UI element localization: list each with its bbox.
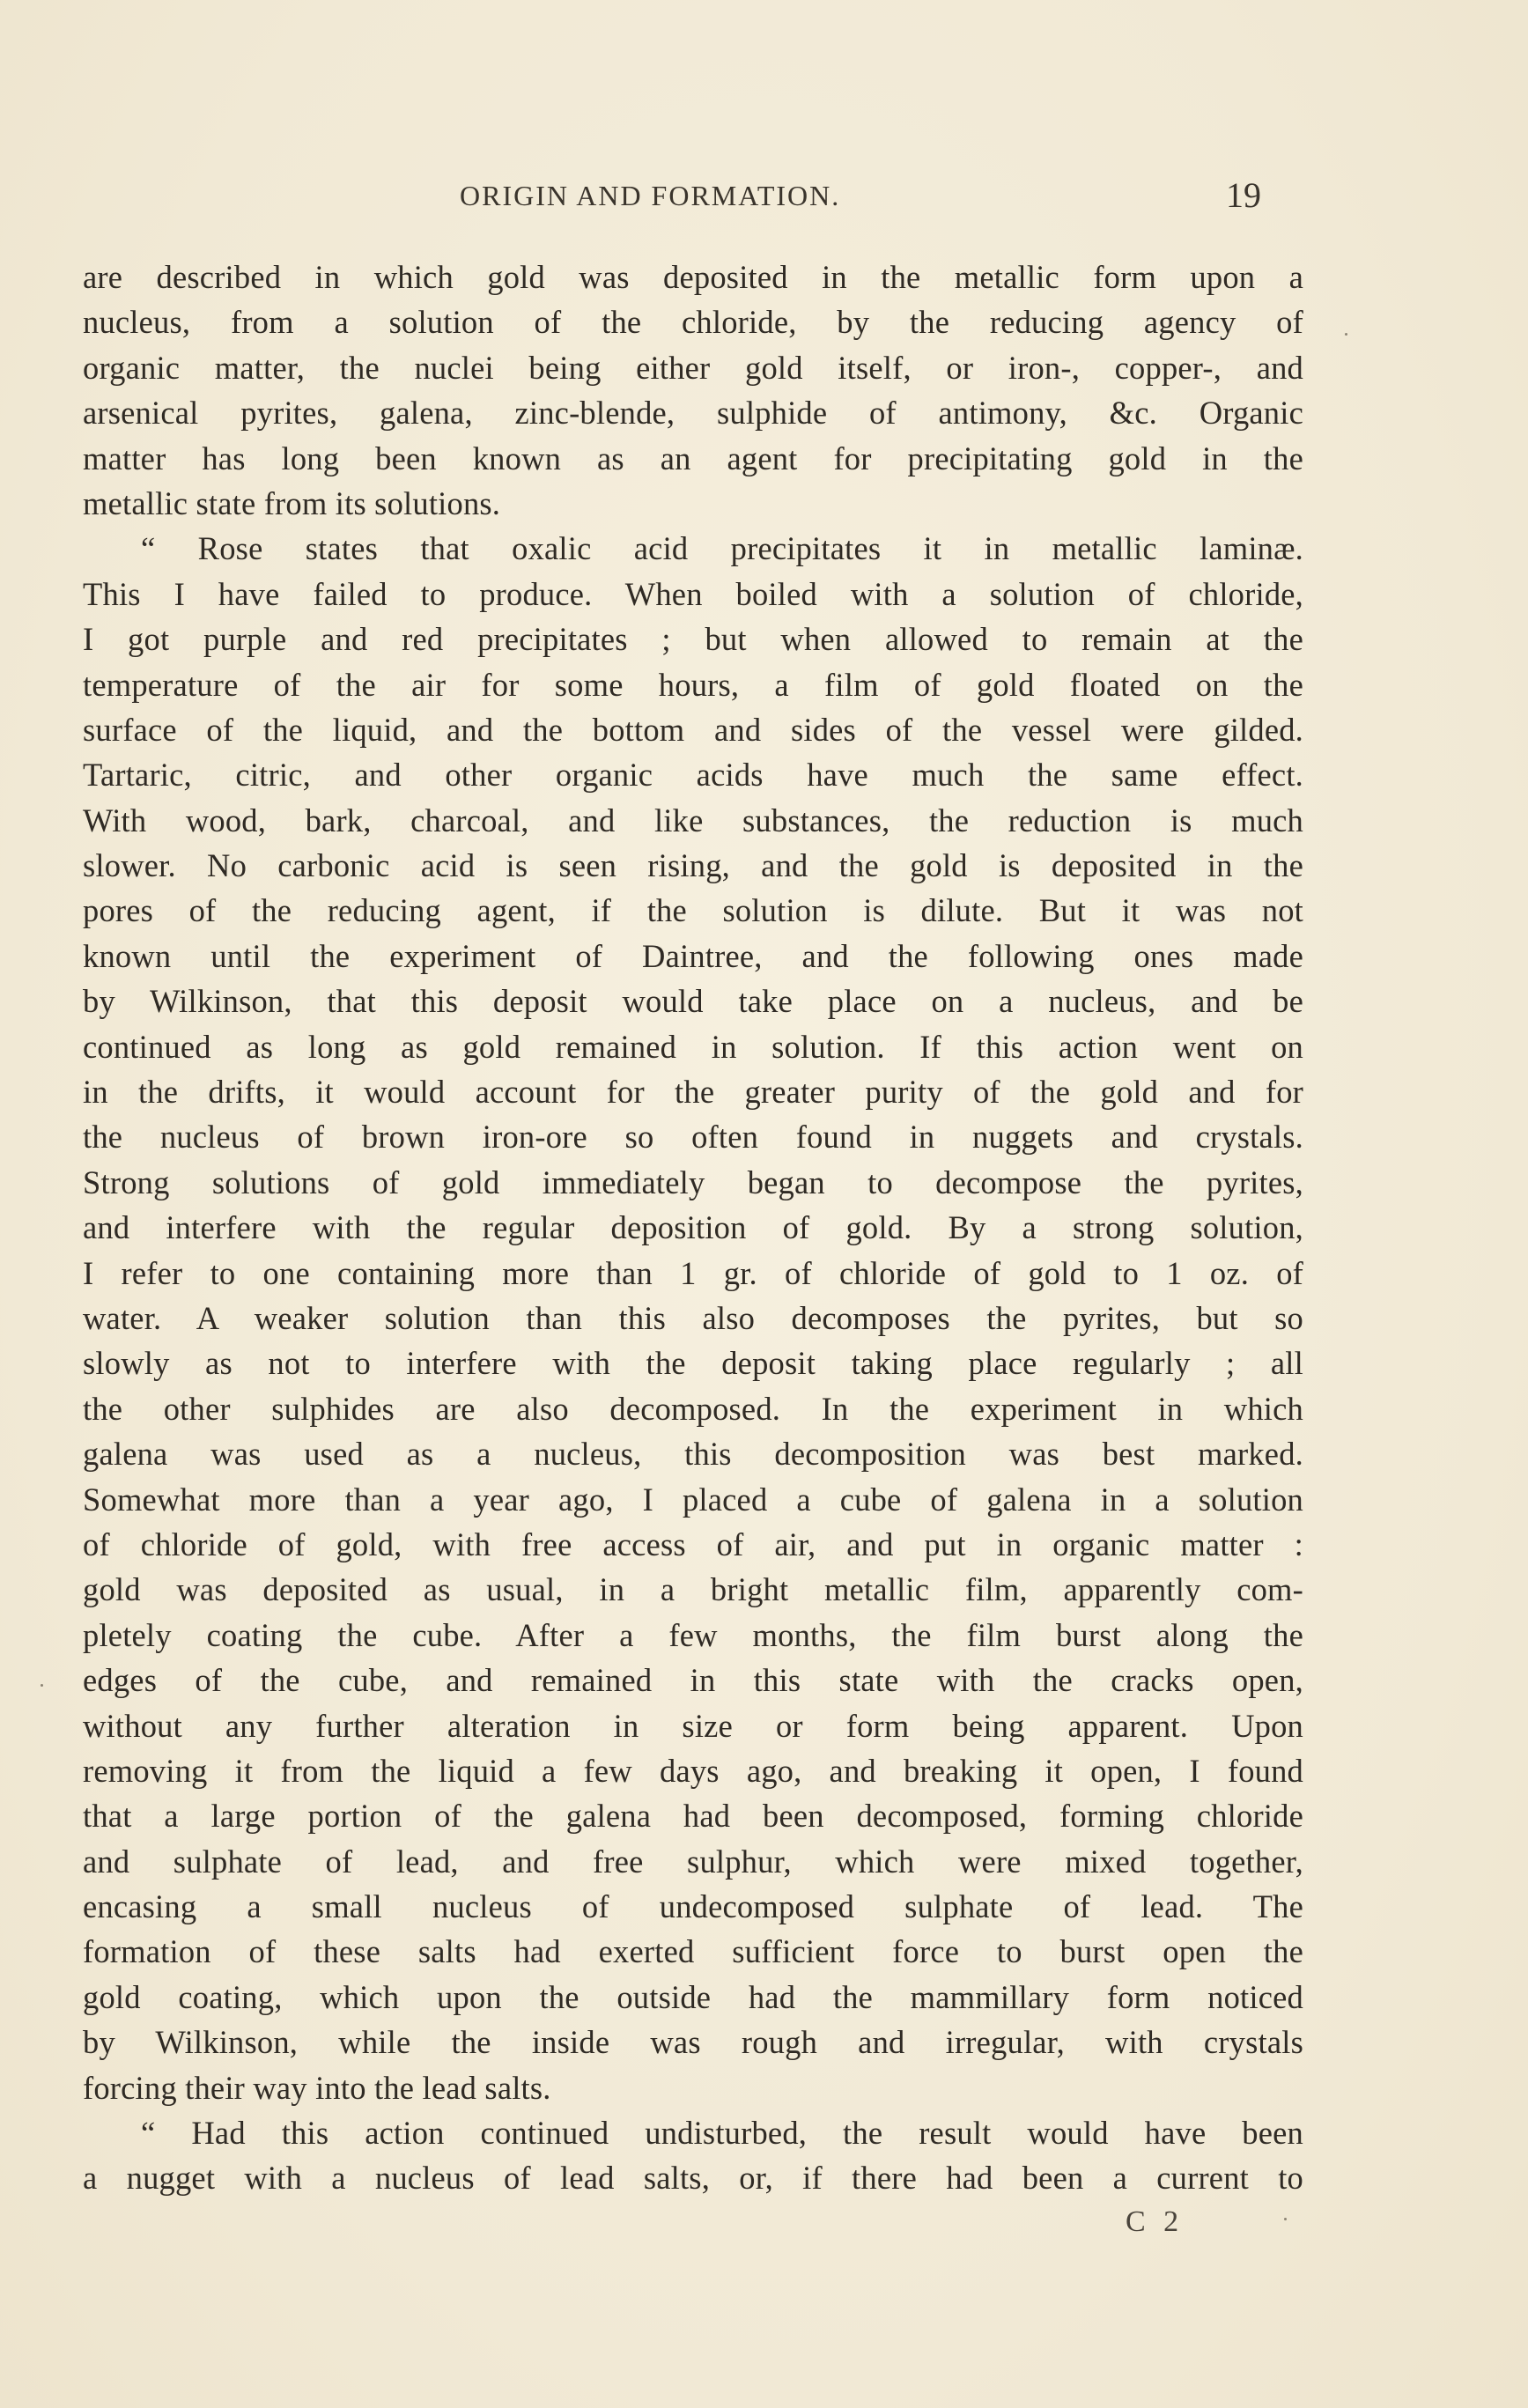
running-head: ORIGIN AND FORMATION. <box>460 180 841 211</box>
signature-mark: C 2 <box>1126 2205 1185 2238</box>
text-line: forcing their way into the lead salts. <box>83 2069 551 2106</box>
text-line: “ Rose states that oxalic acid precipitates it in metallic laminæ. <box>141 530 1303 567</box>
text-line: water. A weaker solution than this also decomposes the pyrites, but so <box>83 1299 1303 1336</box>
body-text <box>83 255 1303 2201</box>
text-line: are described in which gold was deposited in the metallic form upon a <box>83 259 1303 295</box>
text-line: encasing a small nucleus of undecomposed sulphate of lead. The <box>83 1888 1303 1925</box>
page-header <box>79 174 1295 218</box>
text-line: and interfere with the regular deposition of gold. By a strong solution, <box>83 1209 1303 1246</box>
text-line: With wood, bark, charcoal, and like substances, the reduction is much <box>83 801 1303 838</box>
text-line: I refer to one containing more than 1 gr. of chloride of gold to 1 oz. of <box>83 1254 1303 1291</box>
text-line: edges of the cube, and remained in this state with the cracks open, <box>83 1662 1303 1699</box>
text-line: This I have failed to produce. When boiled with a solution of chloride, <box>83 575 1303 612</box>
paper-speck <box>1284 2218 1287 2220</box>
text-line: by Wilkinson, while the inside was rough and irregular, with crystals <box>83 2024 1303 2061</box>
text-line: a nugget with a nucleus of lead salts, or, if there had been a current to <box>83 2160 1303 2197</box>
text-line: slower. No carbonic acid is seen rising, and the gold is deposited in the <box>83 847 1303 884</box>
text-line: the other sulphides are also decomposed. In the experiment in which <box>83 1390 1303 1427</box>
text-line: the nucleus of brown iron-ore so often found in nuggets and crystals. <box>83 1119 1303 1156</box>
text-line: temperature of the air for some hours, a film of gold floated on the <box>83 666 1303 703</box>
text-line: continued as long as gold remained in solution. If this action went on <box>83 1028 1303 1065</box>
text-line: pores of the reducing agent, if the solution is dilute. But it was not <box>83 892 1303 929</box>
text-line: surface of the liquid, and the bottom and sides of the vessel were gilded. <box>83 711 1303 748</box>
text-line: Somewhat more than a year ago, I placed a cube of galena in a solution <box>83 1481 1303 1518</box>
text-line: that a large portion of the galena had been decomposed, forming chloride <box>83 1798 1303 1835</box>
text-line: formation of these salts had exerted sufficient force to burst open the <box>83 1933 1303 1970</box>
text-line: pletely coating the cube. After a few months, the film burst along the <box>83 1616 1303 1653</box>
text-line: galena was used as a nucleus, this decomposition was best marked. <box>83 1436 1303 1473</box>
paper-speck <box>1345 333 1347 336</box>
text-line: by Wilkinson, that this deposit would take place on a nucleus, and be <box>83 983 1303 1020</box>
text-line: organic matter, the nuclei being either gold itself, or iron-, copper-, and <box>83 349 1303 386</box>
text-line: gold coating, which upon the outside had the mammillary form noticed <box>83 1978 1303 2015</box>
text-line: matter has long been known as an agent for precipitating gold in the <box>83 439 1303 476</box>
text-line: gold was deposited as usual, in a bright metallic film, apparently com- <box>83 1571 1303 1608</box>
text-line: known until the experiment of Daintree, and the following ones made <box>83 937 1303 974</box>
text-line: “ Had this action continued undisturbed, the result would have been <box>141 2115 1303 2152</box>
text-line: and sulphate of lead, and free sulphur, which were mixed together, <box>83 1843 1303 1880</box>
text-line: without any further alteration in size or form being apparent. Upon <box>83 1707 1303 1744</box>
page-number: 19 <box>1226 175 1261 215</box>
paper-speck <box>41 1684 43 1687</box>
text-line: nucleus, from a solution of the chloride, by the reducing agency of <box>83 304 1303 341</box>
text-line: Strong solutions of gold immediately began to decompose the pyrites, <box>83 1163 1303 1200</box>
text-line: arsenical pyrites, galena, zinc-blende, sulphide of antimony, &c. Organic <box>83 395 1303 432</box>
text-line: metallic state from its solutions. <box>83 484 501 521</box>
text-line: I got purple and red precipitates ; but when allowed to remain at the <box>83 621 1303 658</box>
text-line: slowly as not to interfere with the deposit taking place regularly ; all <box>83 1345 1303 1382</box>
text-line: in the drifts, it would account for the greater purity of the gold and for <box>83 1074 1303 1111</box>
text-line: removing it from the liquid a few days ago, and breaking it open, I found <box>83 1752 1303 1789</box>
text-line: Tartaric, citric, and other organic acids have much the same effect. <box>83 757 1303 794</box>
text-line: of chloride of gold, with free access of air, and put in organic matter : <box>83 1525 1303 1562</box>
